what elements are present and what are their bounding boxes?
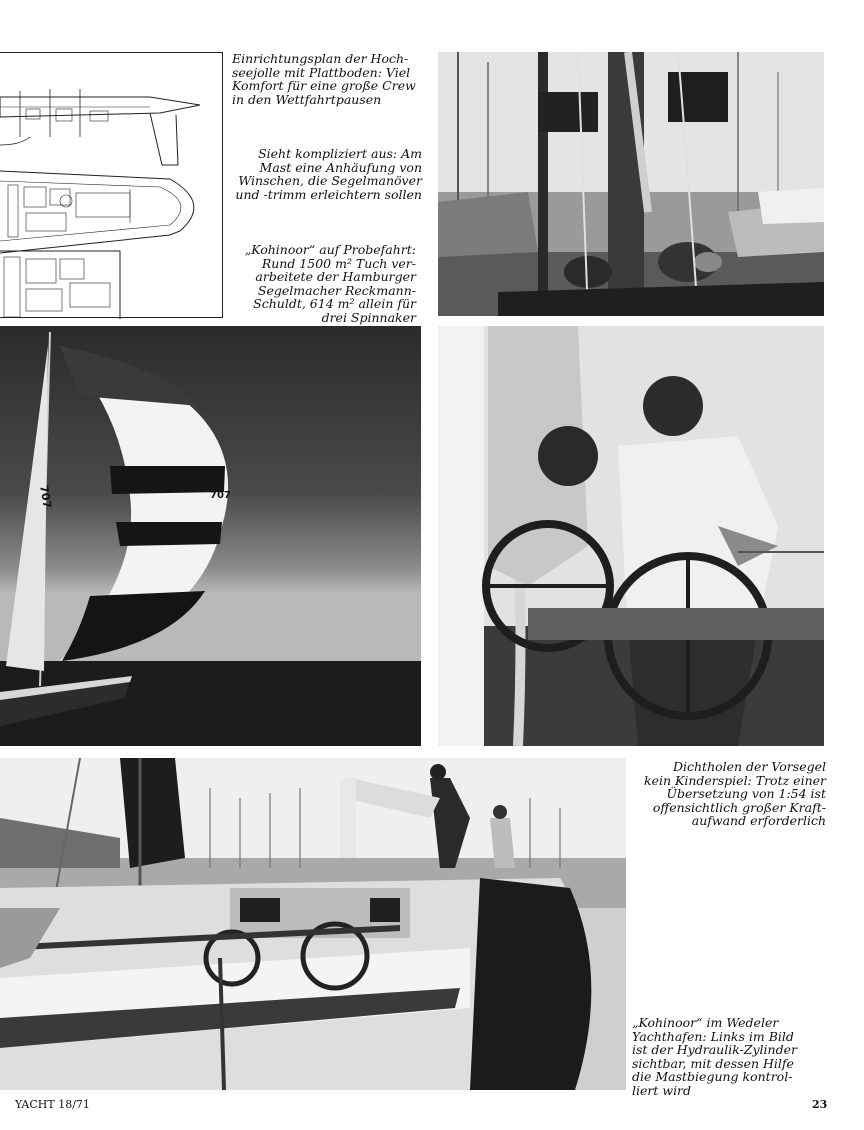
deck-plan-figure <box>0 52 223 318</box>
caption-sheeting: Dichtholen der Vorsegel kein Kinderspiel: Trotz einer Übersetzung von 1:54 ist offensichtlich großer Kraft- aufwand erforderlich <box>644 759 826 828</box>
photo-spinnaker <box>0 326 421 746</box>
spinnaker-number: 707 <box>210 490 231 501</box>
caption-deck-plan: Einrichtungsplan der Hoch- seejolle mit Plattboden: Viel Komfort für eine große Crew in den Wettfahrtpausen <box>232 51 416 107</box>
page-number: 23 <box>812 1098 828 1111</box>
photo-crew-wheel <box>438 326 824 746</box>
mainsail-number: 707 <box>37 484 54 510</box>
caption-harbor: „Kohinoor“ im Wedeler Yachthafen: Links im Bild ist der Hydraulik-Zylinder sichtbar, mit dessen Hilfe die Mastbiegung kontrol- liert wird <box>632 1015 797 1098</box>
publication-folio: YACHT 18/71 <box>15 1098 90 1111</box>
photo-mast-winches <box>438 52 824 316</box>
deck-plan-drawing <box>0 53 223 319</box>
caption-test-sail: „Kohinoor“ auf Probefahrt: Rund 1500 m² Tuch ver- arbeitete der Hamburger Segelmacher Reckmann- Schuldt, 614 m² allein für drei Spinnaker <box>244 242 416 325</box>
caption-winches: Sieht kompliziert aus: Am Mast eine Anhäufung von Winschen, die Segelmanöver und -trimm erleichtern sollen <box>235 146 422 202</box>
photo-harbor <box>0 758 626 1090</box>
